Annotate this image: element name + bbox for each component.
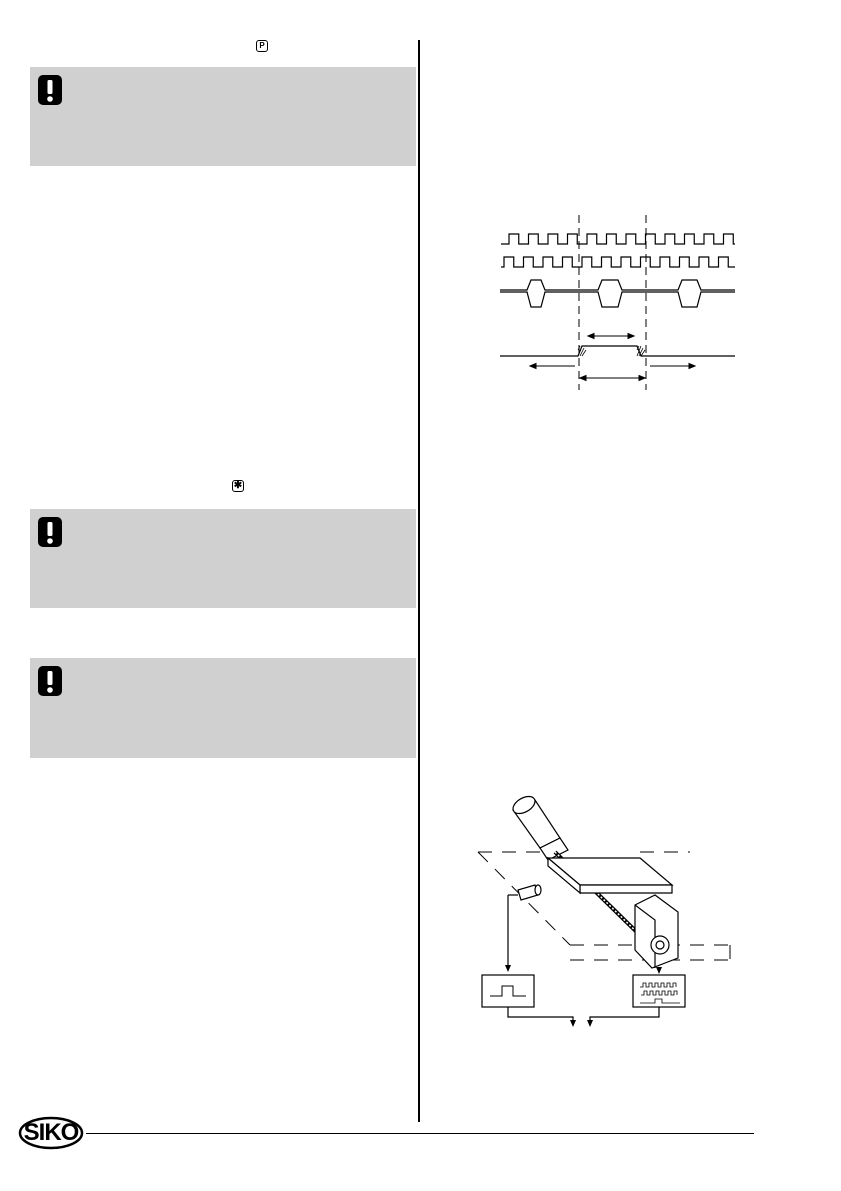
arrowhead bbox=[588, 334, 594, 339]
rotary-encoder bbox=[635, 895, 678, 968]
siko-logo bbox=[18, 1116, 84, 1150]
channel-b-waveform bbox=[501, 257, 735, 267]
arrowhead bbox=[628, 334, 634, 339]
arrowhead bbox=[639, 376, 645, 381]
arrowhead bbox=[530, 364, 536, 369]
arrowhead bbox=[689, 364, 695, 369]
reference-pulse-waveform bbox=[500, 280, 735, 290]
reference-sensor bbox=[518, 885, 541, 900]
window-signal bbox=[500, 346, 735, 356]
mechanical-setup-illustration bbox=[478, 793, 730, 1027]
reference-pulse-inverse-waveform bbox=[500, 292, 735, 307]
star-key-icon: ✱ bbox=[233, 480, 243, 491]
p-key-icon: P bbox=[256, 40, 268, 52]
reference-output-line bbox=[508, 1007, 573, 1024]
footer-rule bbox=[86, 1133, 754, 1134]
reference-signal-box bbox=[482, 975, 534, 1007]
logo-text: SIKO bbox=[23, 1119, 79, 1146]
encoder-output-line bbox=[590, 1007, 659, 1024]
arrowhead bbox=[580, 376, 586, 381]
channel-a-waveform bbox=[501, 234, 735, 244]
drive-motor bbox=[510, 793, 568, 860]
